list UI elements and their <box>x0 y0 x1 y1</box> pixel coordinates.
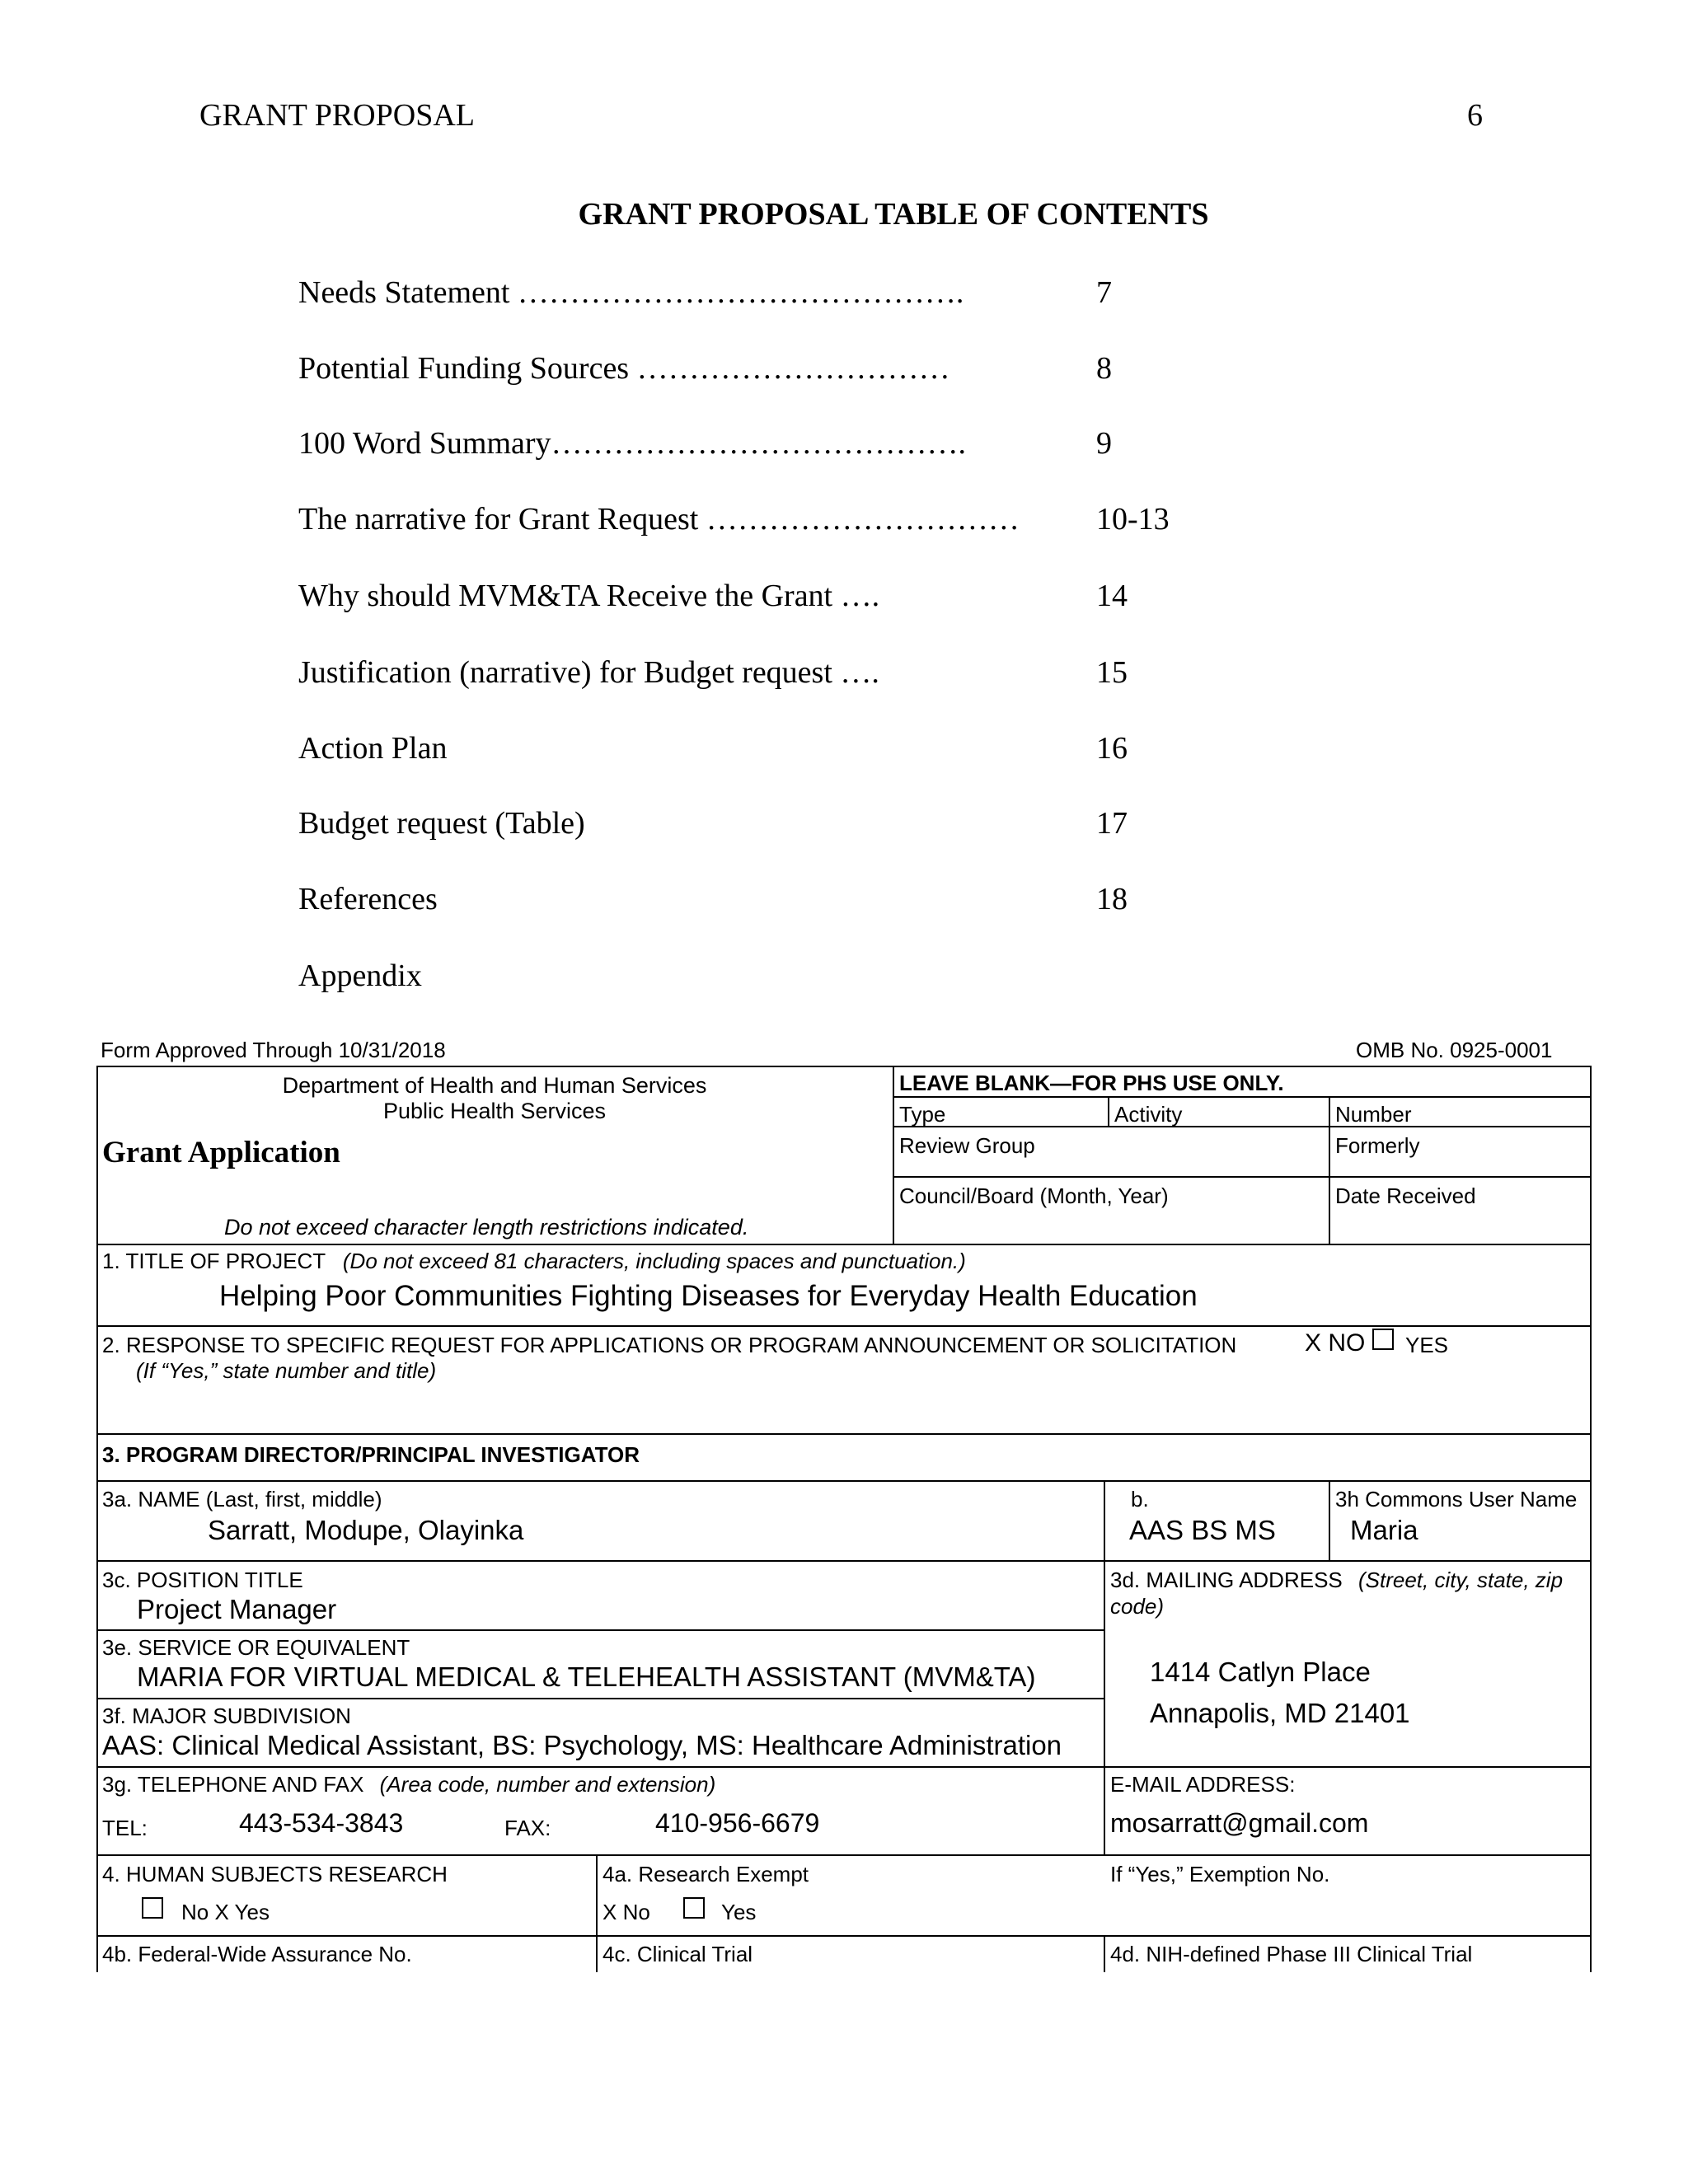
mailing-address-hint: (Street, city, state, zip <box>1358 1568 1564 1592</box>
response-yes-label: YES <box>1405 1333 1449 1357</box>
phase-three-trial-label: 4d. NIH-defined Phase III Clinical Trial <box>1110 1942 1473 1966</box>
toc-entry <box>298 654 879 691</box>
tel-label: TEL: <box>102 1816 148 1840</box>
toc-entry <box>298 350 950 387</box>
type-label: Type <box>899 1102 946 1127</box>
grid-line <box>96 1325 1592 1327</box>
fax-label: FAX: <box>504 1816 551 1840</box>
research-exempt-yes-label: Yes <box>721 1900 757 1924</box>
activity-label: Activity <box>1114 1102 1183 1127</box>
position-title-value: Project Manager <box>137 1594 337 1624</box>
commons-user-name-label: 3h Commons User Name <box>1335 1487 1578 1511</box>
toc-entry-page: 9 <box>1096 426 1112 461</box>
grid-line <box>1329 1096 1330 1245</box>
grid-line <box>1104 1935 1105 1972</box>
form-border <box>96 1066 98 1972</box>
form-title: Grant Application <box>102 1136 340 1169</box>
service-value: MARIA FOR VIRTUAL MEDICAL & TELEHEALTH ASSISTANT (MVM&TA) <box>137 1661 1036 1692</box>
toc-entry-label: Why should MVM&TA Receive the Grant …. <box>298 579 880 613</box>
degree-value: AAS BS MS <box>1129 1515 1276 1545</box>
grid-line <box>1104 1480 1105 1856</box>
response-label: 2. RESPONSE TO SPECIFIC REQUEST FOR APPLICATIONS OR PROGRAM ANNOUNCEMENT OR SOLICITATION <box>102 1333 1237 1357</box>
date-received-label: Date Received <box>1335 1183 1476 1208</box>
toc-entry <box>298 501 1020 537</box>
grid-line <box>96 1629 1105 1631</box>
major-subdivision-value: AAS: Clinical Medical Assistant, BS: Psychology, MS: Healthcare Administration <box>102 1730 1062 1760</box>
toc-entry-page: 8 <box>1096 351 1112 386</box>
response-hint: (If “Yes,” state number and title) <box>136 1358 437 1383</box>
grid-line <box>96 1433 1592 1435</box>
toc-title: GRANT PROPOSAL TABLE OF CONTENTS <box>578 197 1209 232</box>
position-title-label: 3c. POSITION TITLE <box>102 1568 303 1592</box>
name-value: Sarratt, Modupe, Olayinka <box>208 1515 524 1545</box>
number-label: Number <box>1335 1102 1412 1127</box>
email-label: E-MAIL ADDRESS: <box>1110 1772 1296 1797</box>
mailing-address-line-2: Annapolis, MD 21401 <box>1150 1698 1410 1728</box>
council-board-label: Council/Board (Month, Year) <box>899 1183 1169 1208</box>
program-director-heading: 3. PROGRAM DIRECTOR/PRINCIPAL INVESTIGATOR <box>102 1442 640 1467</box>
grid-line <box>893 1126 1592 1127</box>
human-subjects-no-checkbox[interactable] <box>142 1897 163 1919</box>
toc-entry <box>298 881 438 917</box>
mailing-address-hint-2: code) <box>1110 1594 1165 1619</box>
grid-line <box>96 1766 1592 1768</box>
mailing-address-label <box>1110 1568 1563 1593</box>
form-approved-note: Form Approved Through 10/31/2018 <box>101 1038 446 1062</box>
response-no-option: X NO <box>1305 1329 1366 1357</box>
grid-line <box>893 1176 1592 1178</box>
toc-entry-page: 7 <box>1096 275 1112 310</box>
toc-entry <box>298 805 585 841</box>
grid-line <box>96 1480 1592 1482</box>
toc-entry <box>298 425 966 462</box>
toc-entry-label: Action Plan <box>298 731 448 766</box>
project-title-label-text: 1. TITLE OF PROJECT <box>102 1249 326 1273</box>
exemption-number-label: If “Yes,” Exemption No. <box>1110 1862 1330 1886</box>
running-title: GRANT PROPOSAL <box>199 98 475 133</box>
telephone-fax-hint: (Area code, number and extension) <box>379 1772 716 1797</box>
toc-entry-page: 14 <box>1096 579 1128 613</box>
grid-line <box>96 1560 1592 1562</box>
department-name: Department of Health and Human Services <box>282 1073 707 1098</box>
toc-entry-page: 18 <box>1096 882 1128 916</box>
grid-line <box>96 1698 1105 1699</box>
mailing-address-label-text: 3d. MAILING ADDRESS <box>1110 1568 1343 1592</box>
service-label: 3e. SERVICE OR EQUIVALENT <box>102 1635 410 1660</box>
clinical-trial-label: 4c. Clinical Trial <box>603 1942 753 1966</box>
telephone-fax-label-text: 3g. TELEPHONE AND FAX <box>102 1772 364 1797</box>
toc-entry-page: 16 <box>1096 731 1128 766</box>
mailing-address-line-1: 1414 Catlyn Place <box>1150 1657 1371 1687</box>
toc-entry-label: The narrative for Grant Request ………………………… <box>298 502 1020 537</box>
grid-line <box>96 1854 1592 1856</box>
form-border <box>96 1066 1592 1067</box>
project-title-hint: (Do not exceed 81 characters, including spaces and punctuation.) <box>342 1249 966 1273</box>
name-label: 3a. NAME (Last, first, middle) <box>102 1487 382 1511</box>
toc-entry-page: 10-13 <box>1096 502 1170 537</box>
research-exempt-label: 4a. Research Exempt <box>603 1862 809 1886</box>
toc-entry-label: Budget request (Table) <box>298 806 585 841</box>
project-title-value: Helping Poor Communities Fighting Diseases for Everyday Health Education <box>219 1280 1198 1312</box>
page-number: 6 <box>1467 98 1483 133</box>
toc-entry-label: Appendix <box>298 958 422 993</box>
grid-line <box>893 1096 1592 1098</box>
grid-line <box>893 1066 894 1245</box>
toc-entry-label: Potential Funding Sources ………………………… <box>298 351 950 386</box>
formerly-label: Formerly <box>1335 1133 1420 1158</box>
human-subjects-options: No X Yes <box>181 1900 270 1924</box>
leave-blank-label: LEAVE BLANK—FOR PHS USE ONLY. <box>899 1071 1284 1095</box>
form-border <box>1590 1066 1592 1972</box>
research-exempt-no: X No <box>603 1900 650 1924</box>
telephone-fax-label <box>102 1772 715 1797</box>
toc-entry <box>298 578 879 614</box>
agency-name: Public Health Services <box>382 1099 607 1123</box>
grid-line <box>1329 1480 1330 1561</box>
grid-line <box>1108 1096 1109 1126</box>
degree-label: b. <box>1131 1487 1149 1511</box>
omb-number: OMB No. 0925-0001 <box>1356 1038 1553 1062</box>
major-subdivision-label: 3f. MAJOR SUBDIVISION <box>102 1704 351 1728</box>
review-group-label: Review Group <box>899 1133 1035 1158</box>
grid-line <box>596 1854 598 1972</box>
federal-wide-assurance-label: 4b. Federal-Wide Assurance No. <box>102 1942 412 1966</box>
toc-entry-page: 15 <box>1096 655 1128 690</box>
commons-user-name-value: Maria <box>1350 1515 1418 1545</box>
toc-entry-page: 17 <box>1096 806 1128 841</box>
length-restriction-note: Do not exceed character length restrictions indicated. <box>224 1215 749 1240</box>
toc-entry-label: References <box>298 882 438 916</box>
toc-entry <box>298 958 422 994</box>
toc-entry-label: Needs Statement ……………………………………. <box>298 275 964 310</box>
grid-line <box>96 1935 1592 1937</box>
fax-value: 410-956-6679 <box>655 1808 820 1838</box>
toc-entry-label: 100 Word Summary…………………………………. <box>298 426 967 461</box>
toc-entry <box>298 730 447 766</box>
human-subjects-label: 4. HUMAN SUBJECTS RESEARCH <box>102 1862 448 1886</box>
project-title-label <box>102 1249 966 1274</box>
toc-entry <box>298 274 964 311</box>
grid-line <box>96 1244 1592 1245</box>
email-value: mosarratt@gmail.com <box>1110 1808 1369 1838</box>
research-exempt-yes-checkbox[interactable] <box>683 1897 705 1919</box>
tel-value: 443-534-3843 <box>239 1808 404 1838</box>
toc-entry-label: Justification (narrative) for Budget request …. <box>298 655 879 690</box>
response-yes-checkbox[interactable] <box>1372 1329 1394 1350</box>
